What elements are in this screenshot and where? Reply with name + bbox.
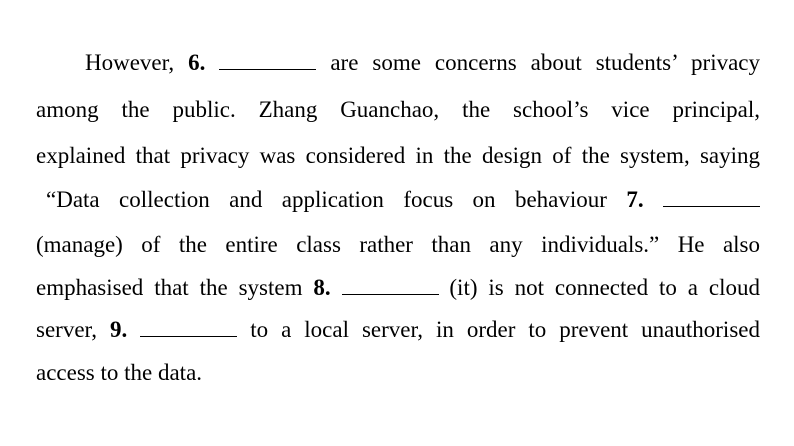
passage-line-4 xyxy=(36,185,760,215)
text-segment: (it) is not connected to a cloud xyxy=(449,275,760,300)
text-segment: “Data collection and application focus on behaviour xyxy=(46,187,607,212)
passage-line-6 xyxy=(36,273,760,303)
passage-line-1 xyxy=(36,48,760,78)
question-number-7: 7. xyxy=(626,187,644,212)
text-segment: are some concerns about students’ privacy xyxy=(330,50,760,75)
passage-line-2: among the public. Zhang Guanchao, the school’s vice principal, xyxy=(36,97,760,122)
answer-blank-9[interactable] xyxy=(140,316,237,337)
answer-blank-8[interactable] xyxy=(342,274,439,295)
question-number-8: 8. xyxy=(313,275,331,300)
question-number-9: 9. xyxy=(110,317,128,342)
passage-line-5: (manage) of the entire class rather than any individuals.” He also xyxy=(36,232,760,257)
answer-blank-7[interactable] xyxy=(663,186,760,207)
text-segment: to a local server, in order to prevent unauthorised xyxy=(250,317,760,342)
passage-line-8: access to the data. xyxy=(36,360,203,385)
text-segment: However, xyxy=(85,50,175,75)
question-number-6: 6. xyxy=(188,50,206,75)
text-segment: server, xyxy=(36,317,98,342)
passage-line-3: explained that privacy was considered in the design of the system, saying xyxy=(36,143,760,168)
text-segment: emphasised that the system xyxy=(36,275,303,300)
answer-blank-6[interactable] xyxy=(219,49,316,70)
passage-line-7 xyxy=(36,315,760,345)
